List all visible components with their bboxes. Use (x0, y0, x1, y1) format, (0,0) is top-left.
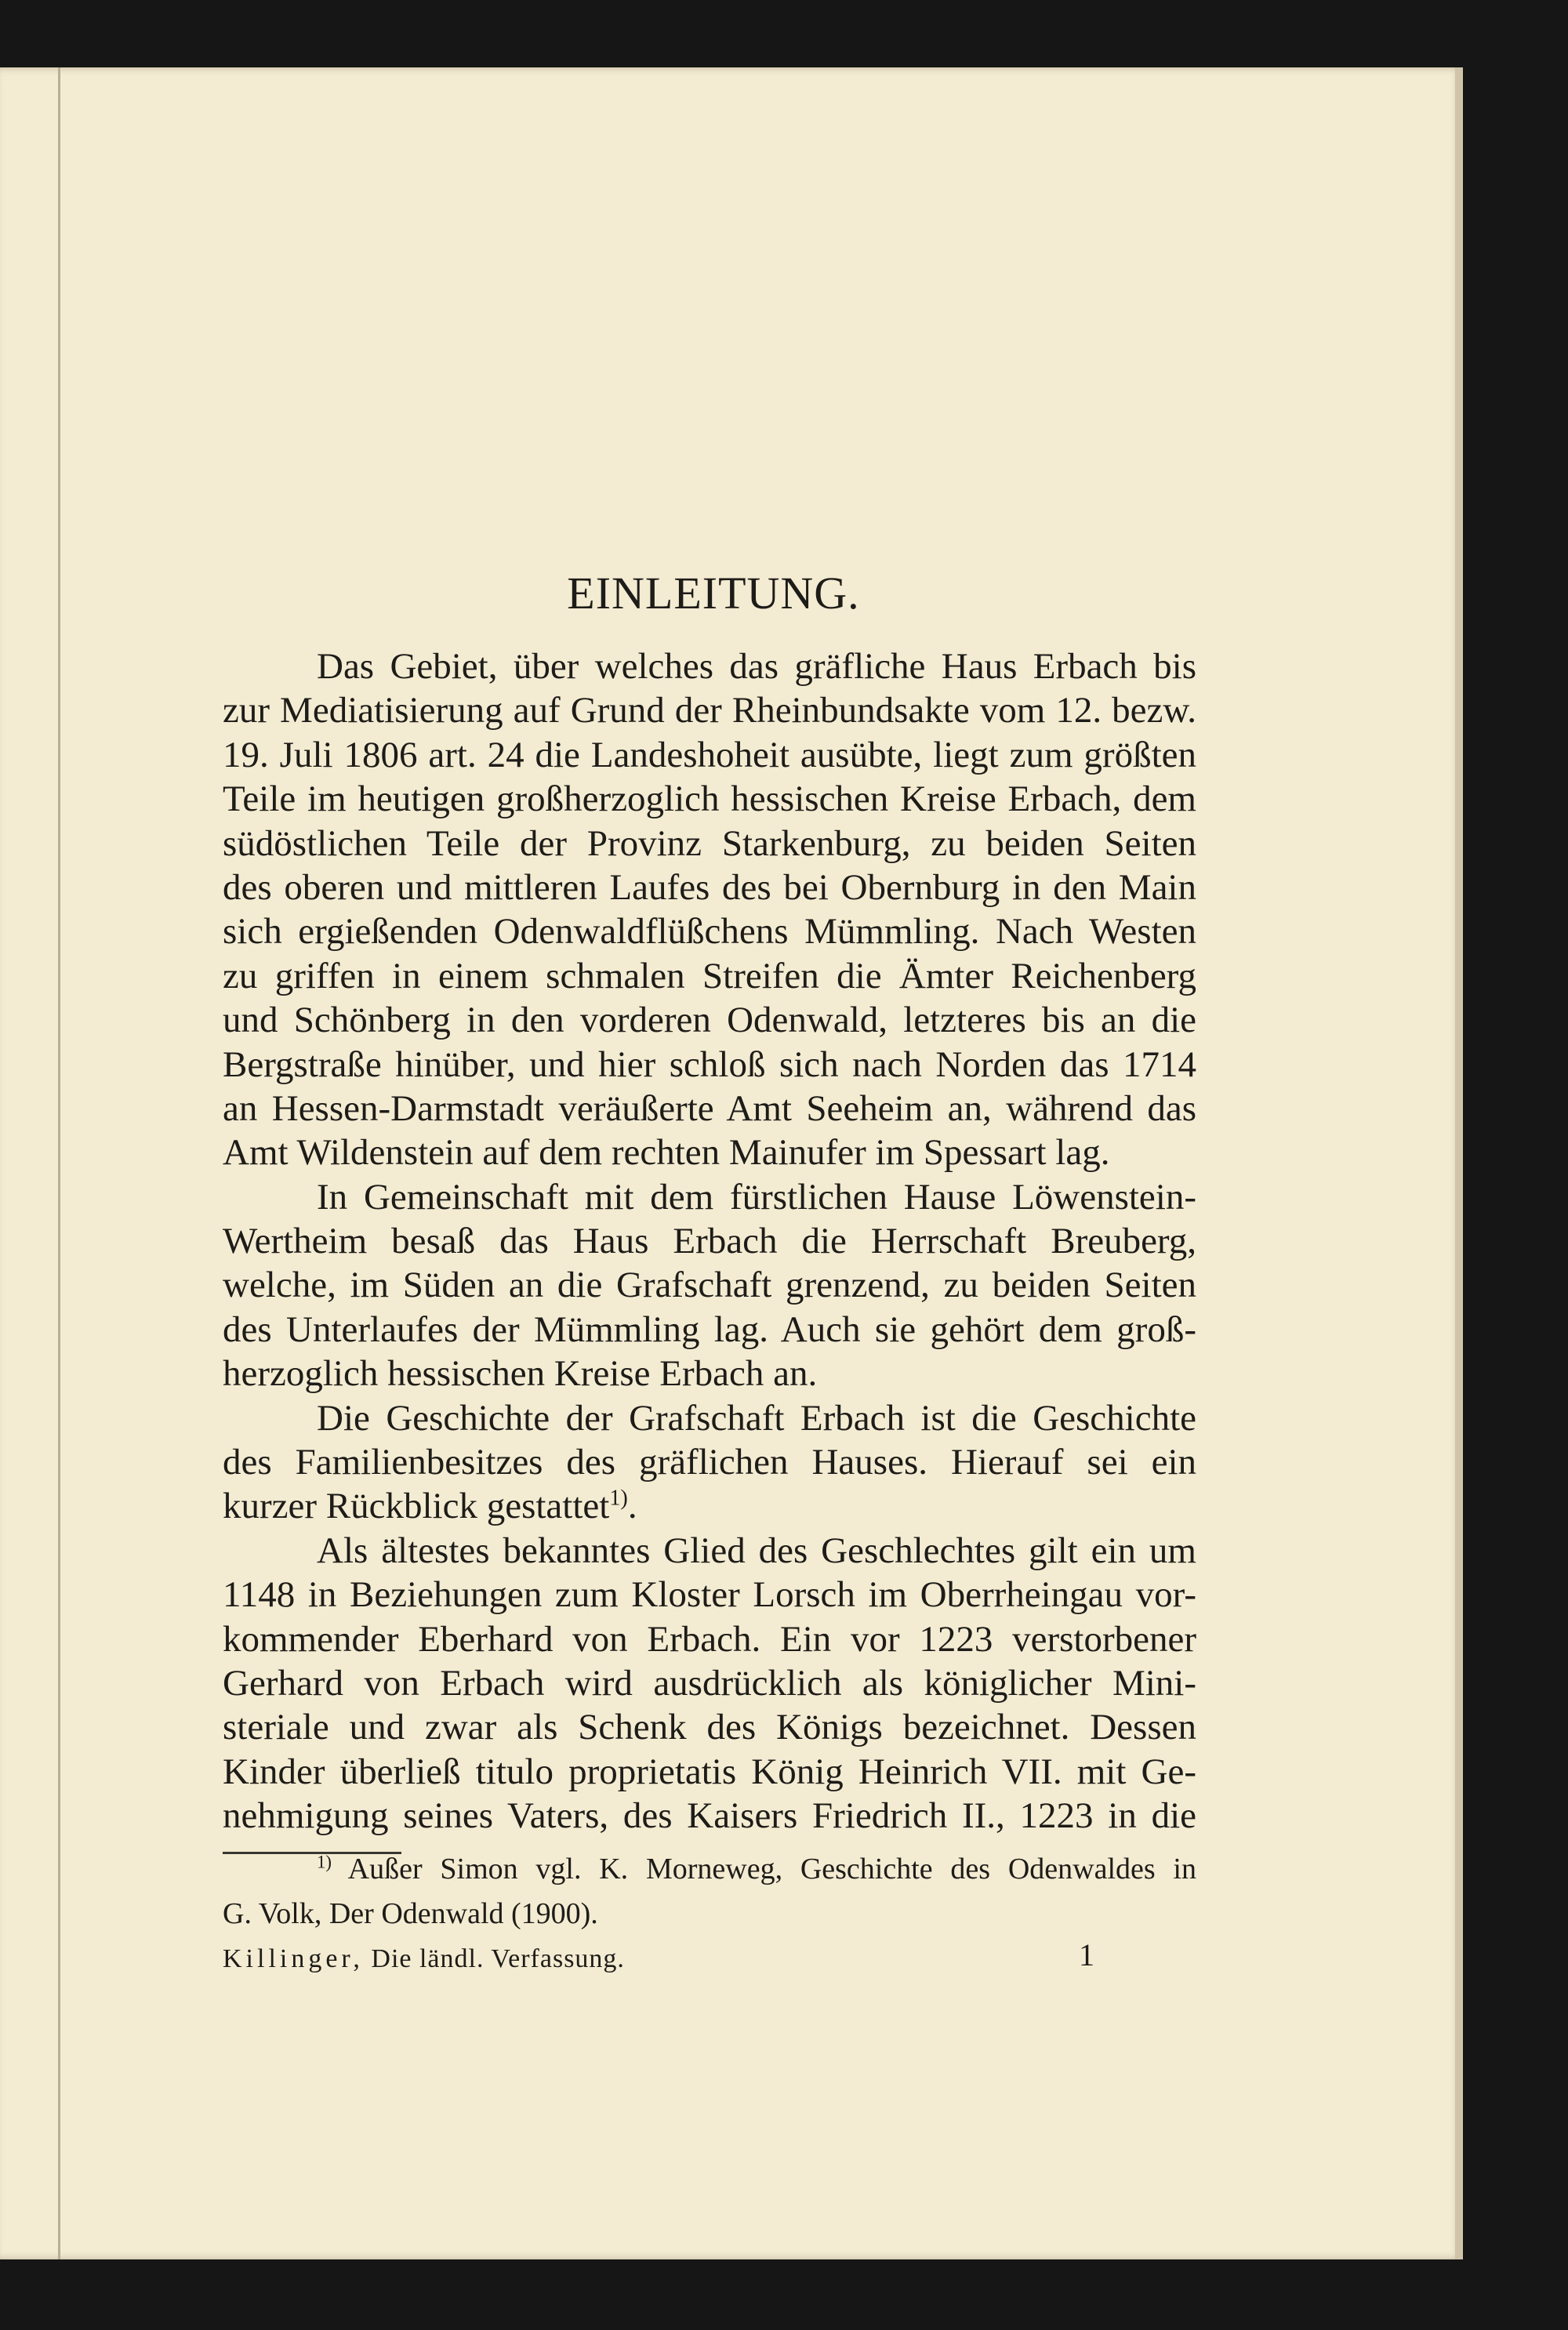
page-number: 1 (1079, 1937, 1094, 1973)
text-line: steriale und zwar als Schenk des Königs bezeichnet. Dessen (223, 1707, 1196, 1748)
text-line: des Unterlaufes der Mümmling lag. Auch sie gehört dem groß- (223, 1308, 1196, 1350)
text-line: 1148 in Beziehungen zum Kloster Lorsch im Oberrheingau vor- (223, 1574, 1196, 1616)
text-line: des oberen und mittleren Laufes des bei Obernburg in den Main (223, 866, 1196, 908)
page-footer (223, 1944, 625, 1974)
text-line: an Hessen-Darmstadt veräußerte Amt Seeheim an, während das (223, 1087, 1196, 1129)
text-line: Teile im heutigen großherzoglich hessischen Kreise Erbach, dem (223, 778, 1196, 820)
text-line: zur Mediatisierung auf Grund der Rheinbundsakte vom 12. bezw. (223, 690, 1196, 731)
text-line: herzoglich hessischen Kreise Erbach an. (223, 1353, 818, 1395)
footnote-text: Außer Simon vgl. K. Morneweg, Geschichte des Odenwaldes in (347, 1853, 1196, 1885)
text-line: Die Geschichte der Grafschaft Erbach ist die Geschichte (317, 1397, 1196, 1439)
text-line: sich ergießenden Odenwaldflüßchens Mümmling. Nach Westen (223, 911, 1196, 953)
page-gutter-line (58, 67, 60, 2259)
page-edge (1455, 67, 1463, 2259)
body-text (223, 644, 1196, 1838)
book-page (0, 67, 1463, 2259)
text-line: Das Gebiet, über welches das gräfliche Haus Erbach bis (317, 646, 1196, 687)
text-line: kommender Eberhard von Erbach. Ein vor 1223 verstorbener (223, 1618, 1196, 1660)
footer-title: Die ländl. Verfassung. (371, 1944, 625, 1973)
text-line: Als ältestes bekanntes Glied des Geschlechtes gilt ein um (317, 1530, 1196, 1571)
text-line: In Gemeinschaft mit dem fürstlichen Hause Löwenstein- (317, 1176, 1196, 1218)
text-line: Bergstraße hinüber, und hier schloß sich nach Norden das 1714 (223, 1043, 1196, 1085)
text-line-content: kurzer Rückblick gestattet (223, 1486, 610, 1527)
text-line: welche, im Süden an die Grafschaft grenzend, zu beiden Seiten (223, 1265, 1196, 1306)
footnote (223, 1847, 1196, 1936)
text-line: Kinder überließ titulo proprietatis König Heinrich VII. mit Ge- (223, 1751, 1196, 1792)
text-line: nehmigung seines Vaters, des Kaisers Friedrich II., 1223 in die (223, 1795, 1196, 1837)
text-line: Wertheim besaß das Haus Erbach die Herrschaft Breuberg, (223, 1221, 1196, 1262)
text-line: Gerhard von Erbach wird ausdrücklich als königlicher Mini- (223, 1662, 1196, 1704)
footnote-line: G. Volk, Der Odenwald (1900). (223, 1897, 598, 1930)
footnote-line (223, 1847, 1196, 1892)
footnote-reference[interactable]: 1) (609, 1486, 628, 1511)
text-line: zu griffen in einem schmalen Streifen die Ämter Reichenberg (223, 955, 1196, 996)
text-line: südöstlichen Teile der Provinz Starkenburg, zu beiden Seiten (223, 822, 1196, 864)
text-line: kurzer Rückblick gestattet$^{1)}$. (223, 1486, 637, 1527)
footnote-marker: 1) (317, 1852, 332, 1872)
text-line: 19. Juli 1806 art. 24 die Landeshoheit ausübte, liegt zum größten (223, 734, 1196, 775)
footer-author: Killinger, (223, 1944, 364, 1973)
text-line: Amt Wildenstein auf dem rechten Mainufer im Spessart lag. (223, 1132, 1110, 1174)
text-line: des Familienbesitzes des gräflichen Hauses. Hierauf sei ein (223, 1442, 1196, 1483)
text-line: und Schönberg in den vorderen Odenwald, letzteres bis an die (223, 1000, 1196, 1041)
chapter-heading: EINLEITUNG. (567, 568, 860, 619)
